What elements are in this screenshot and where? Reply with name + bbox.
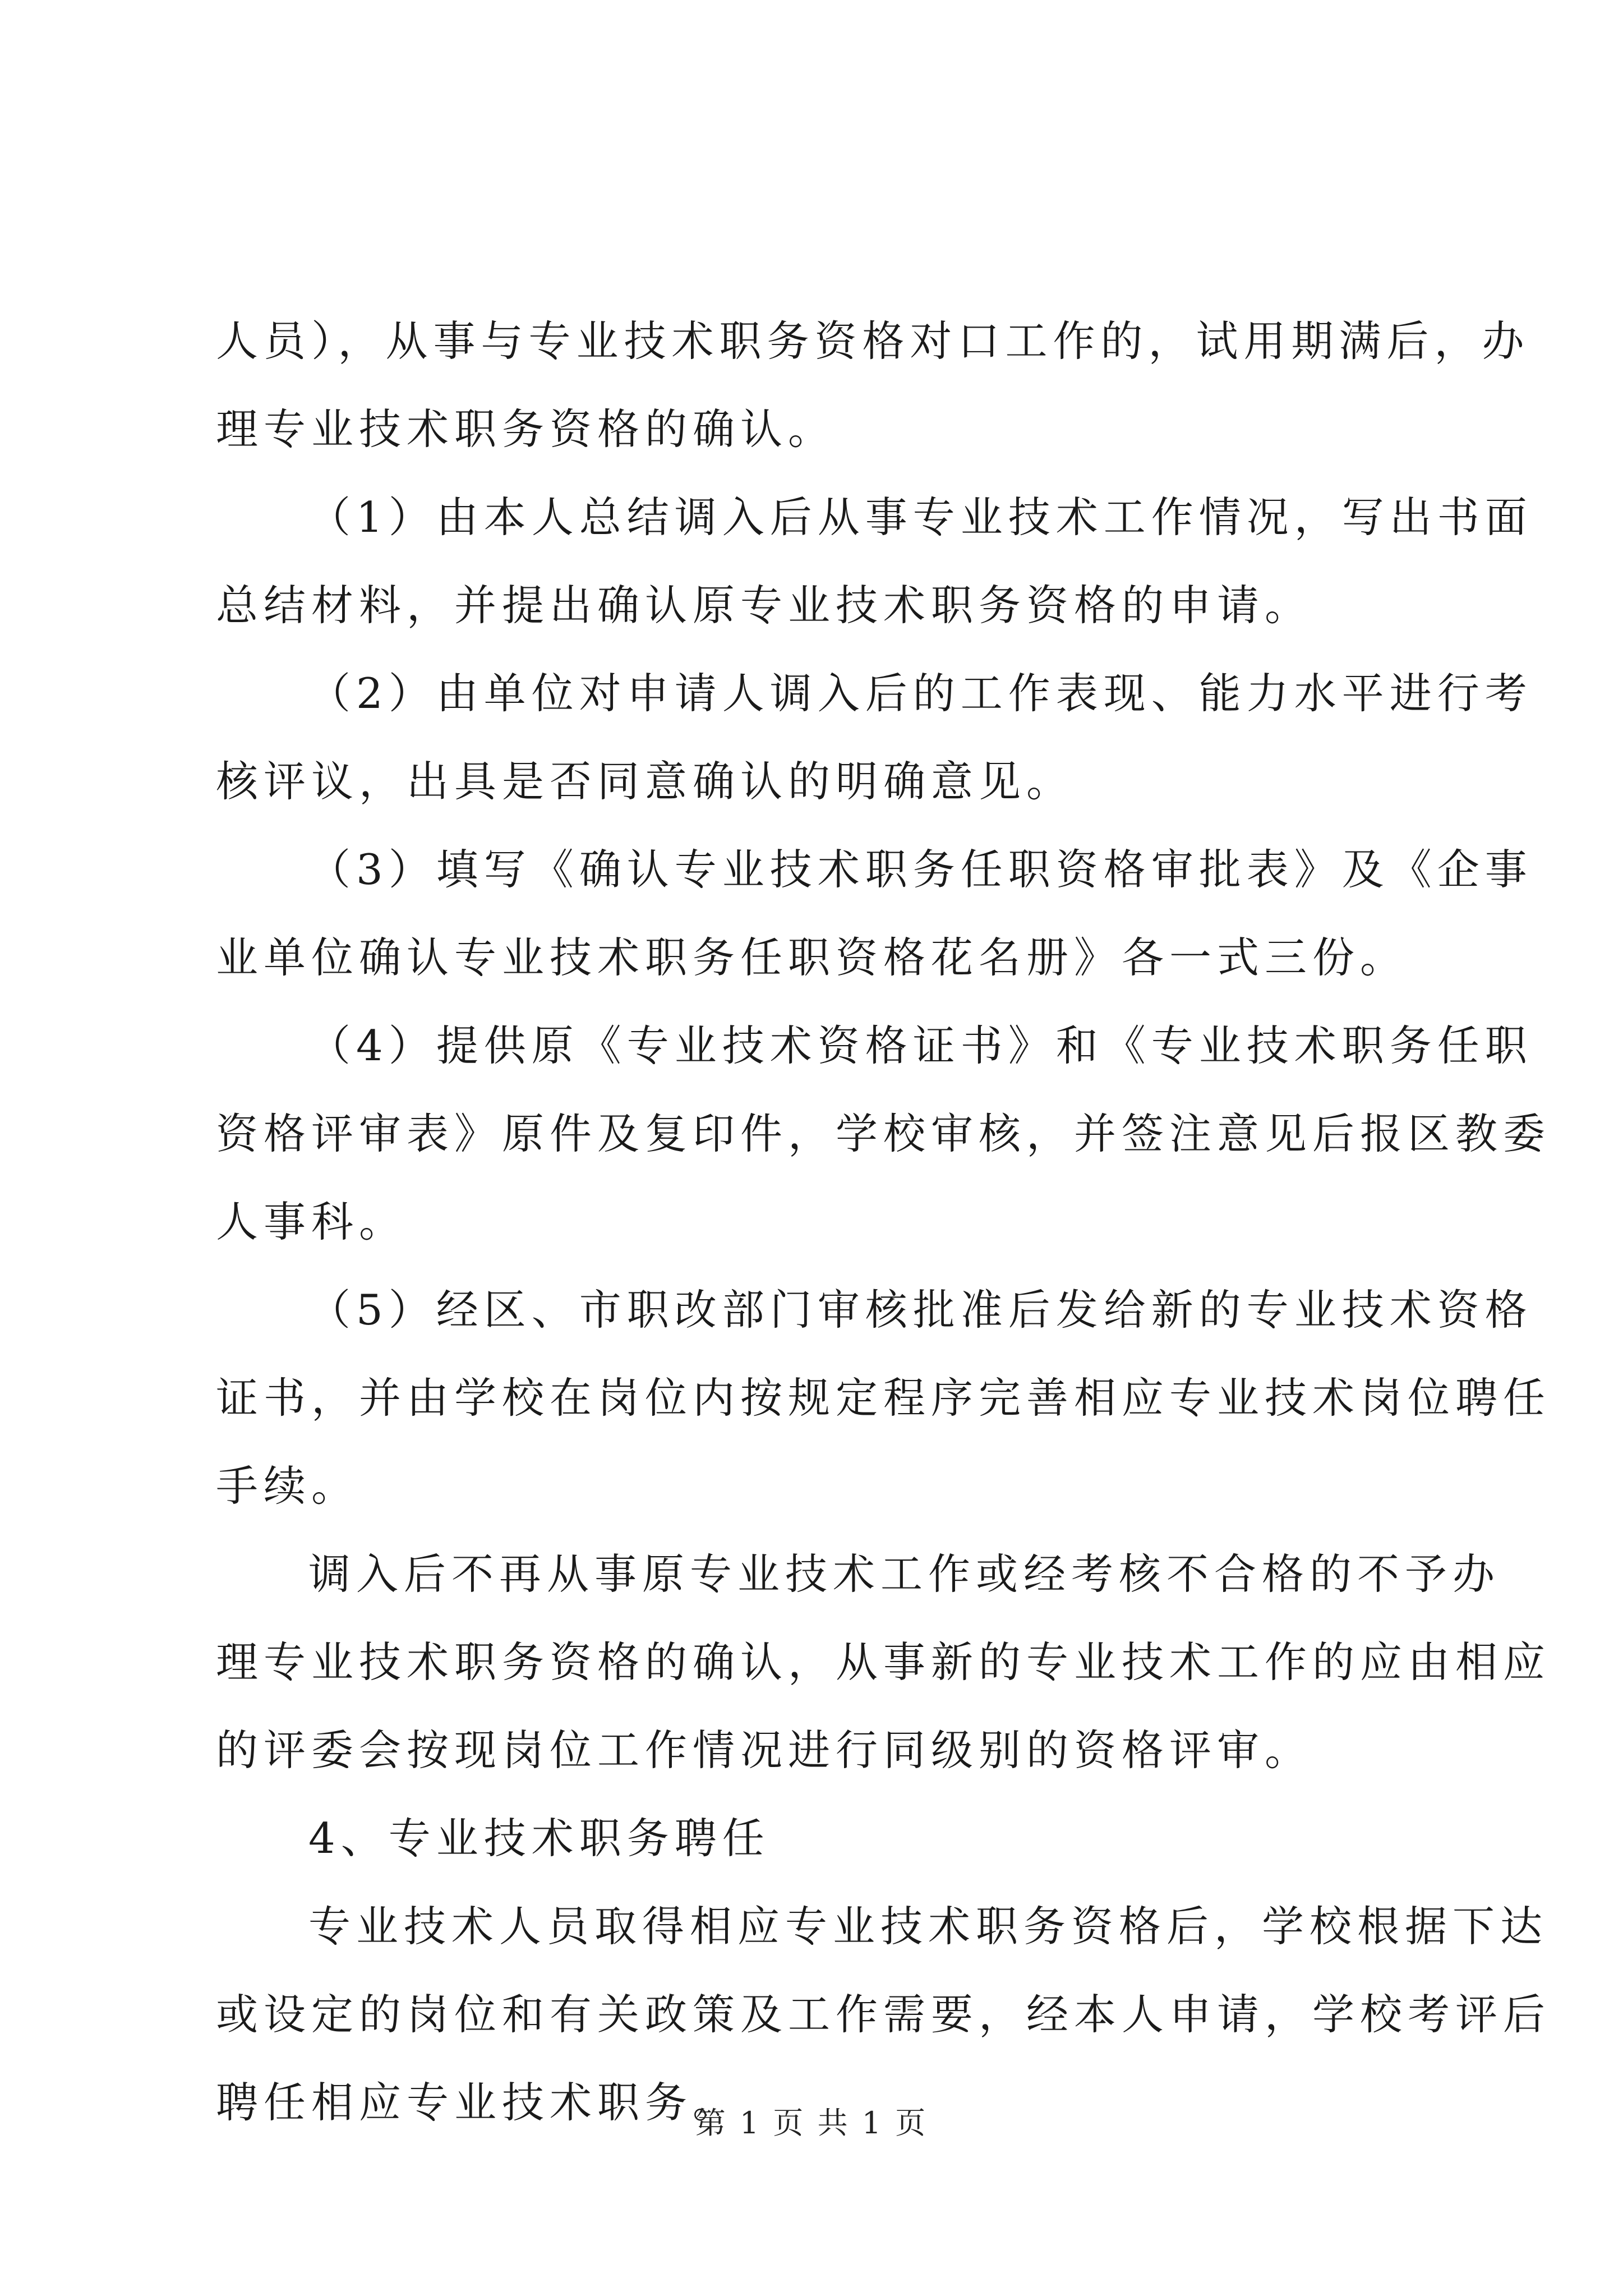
page-footer: 第 1 页 共 1 页 (695, 2105, 928, 2141)
text-line: 聘任相应专业技术职务。 (216, 2078, 741, 2127)
text-line: 人事科。 (216, 1197, 407, 1246)
text-line: 调入后不再从事原专业技术工作或经考核不合格的不予办 (308, 1549, 1501, 1599)
section-heading: 4、专业技术职务聘任 (308, 1814, 770, 1863)
text-line: 理专业技术职务资格的确认，从事新的专业技术工作的应由相应 (216, 1637, 1551, 1687)
text-line: 人员），从事与专业技术职务资格对口工作的，试用期满后，办 (216, 316, 1530, 366)
text-line: 专业技术人员取得相应专业技术职务资格后，学校根据下达 (308, 1902, 1548, 1951)
text-line: 核评议，出具是否同意确认的明确意见。 (216, 757, 1075, 806)
text-line: 理专业技术职务资格的确认。 (216, 404, 836, 454)
text-line: 总结材料，并提出确认原专业技术职务资格的申请。 (216, 581, 1313, 630)
text-line: 证书，并由学校在岗位内按规定程序完善相应专业技术岗位聘任 (216, 1373, 1551, 1423)
text-line: 资格评审表》原件及复印件，学校审核，并签注意见后报区教委 (216, 1109, 1551, 1158)
text-line: 手续。 (216, 1461, 359, 1511)
text-line: （5）经区、市职改部门审核批准后发给新的专业技术资格 (308, 1285, 1533, 1335)
text-line: （3）填写《确认专业技术职务任职资格审批表》及《企事 (308, 845, 1533, 894)
document-body (216, 297, 1551, 2147)
text-line: （1）由本人总结调入后从事专业技术工作情况，写出书面 (308, 493, 1533, 542)
text-line: 的评委会按现岗位工作情况进行同级别的资格评审。 (216, 1726, 1313, 1775)
text-line: （2）由单位对申请人调入后的工作表现、能力水平进行考 (308, 669, 1533, 718)
text-line: 或设定的岗位和有关政策及工作需要，经本人申请，学校考评后 (216, 1990, 1551, 2039)
text-line: 业单位确认专业技术职务任职资格花名册》各一式三份。 (216, 933, 1408, 982)
text-line: （4）提供原《专业技术资格证书》和《专业技术职务任职 (308, 1021, 1533, 1070)
